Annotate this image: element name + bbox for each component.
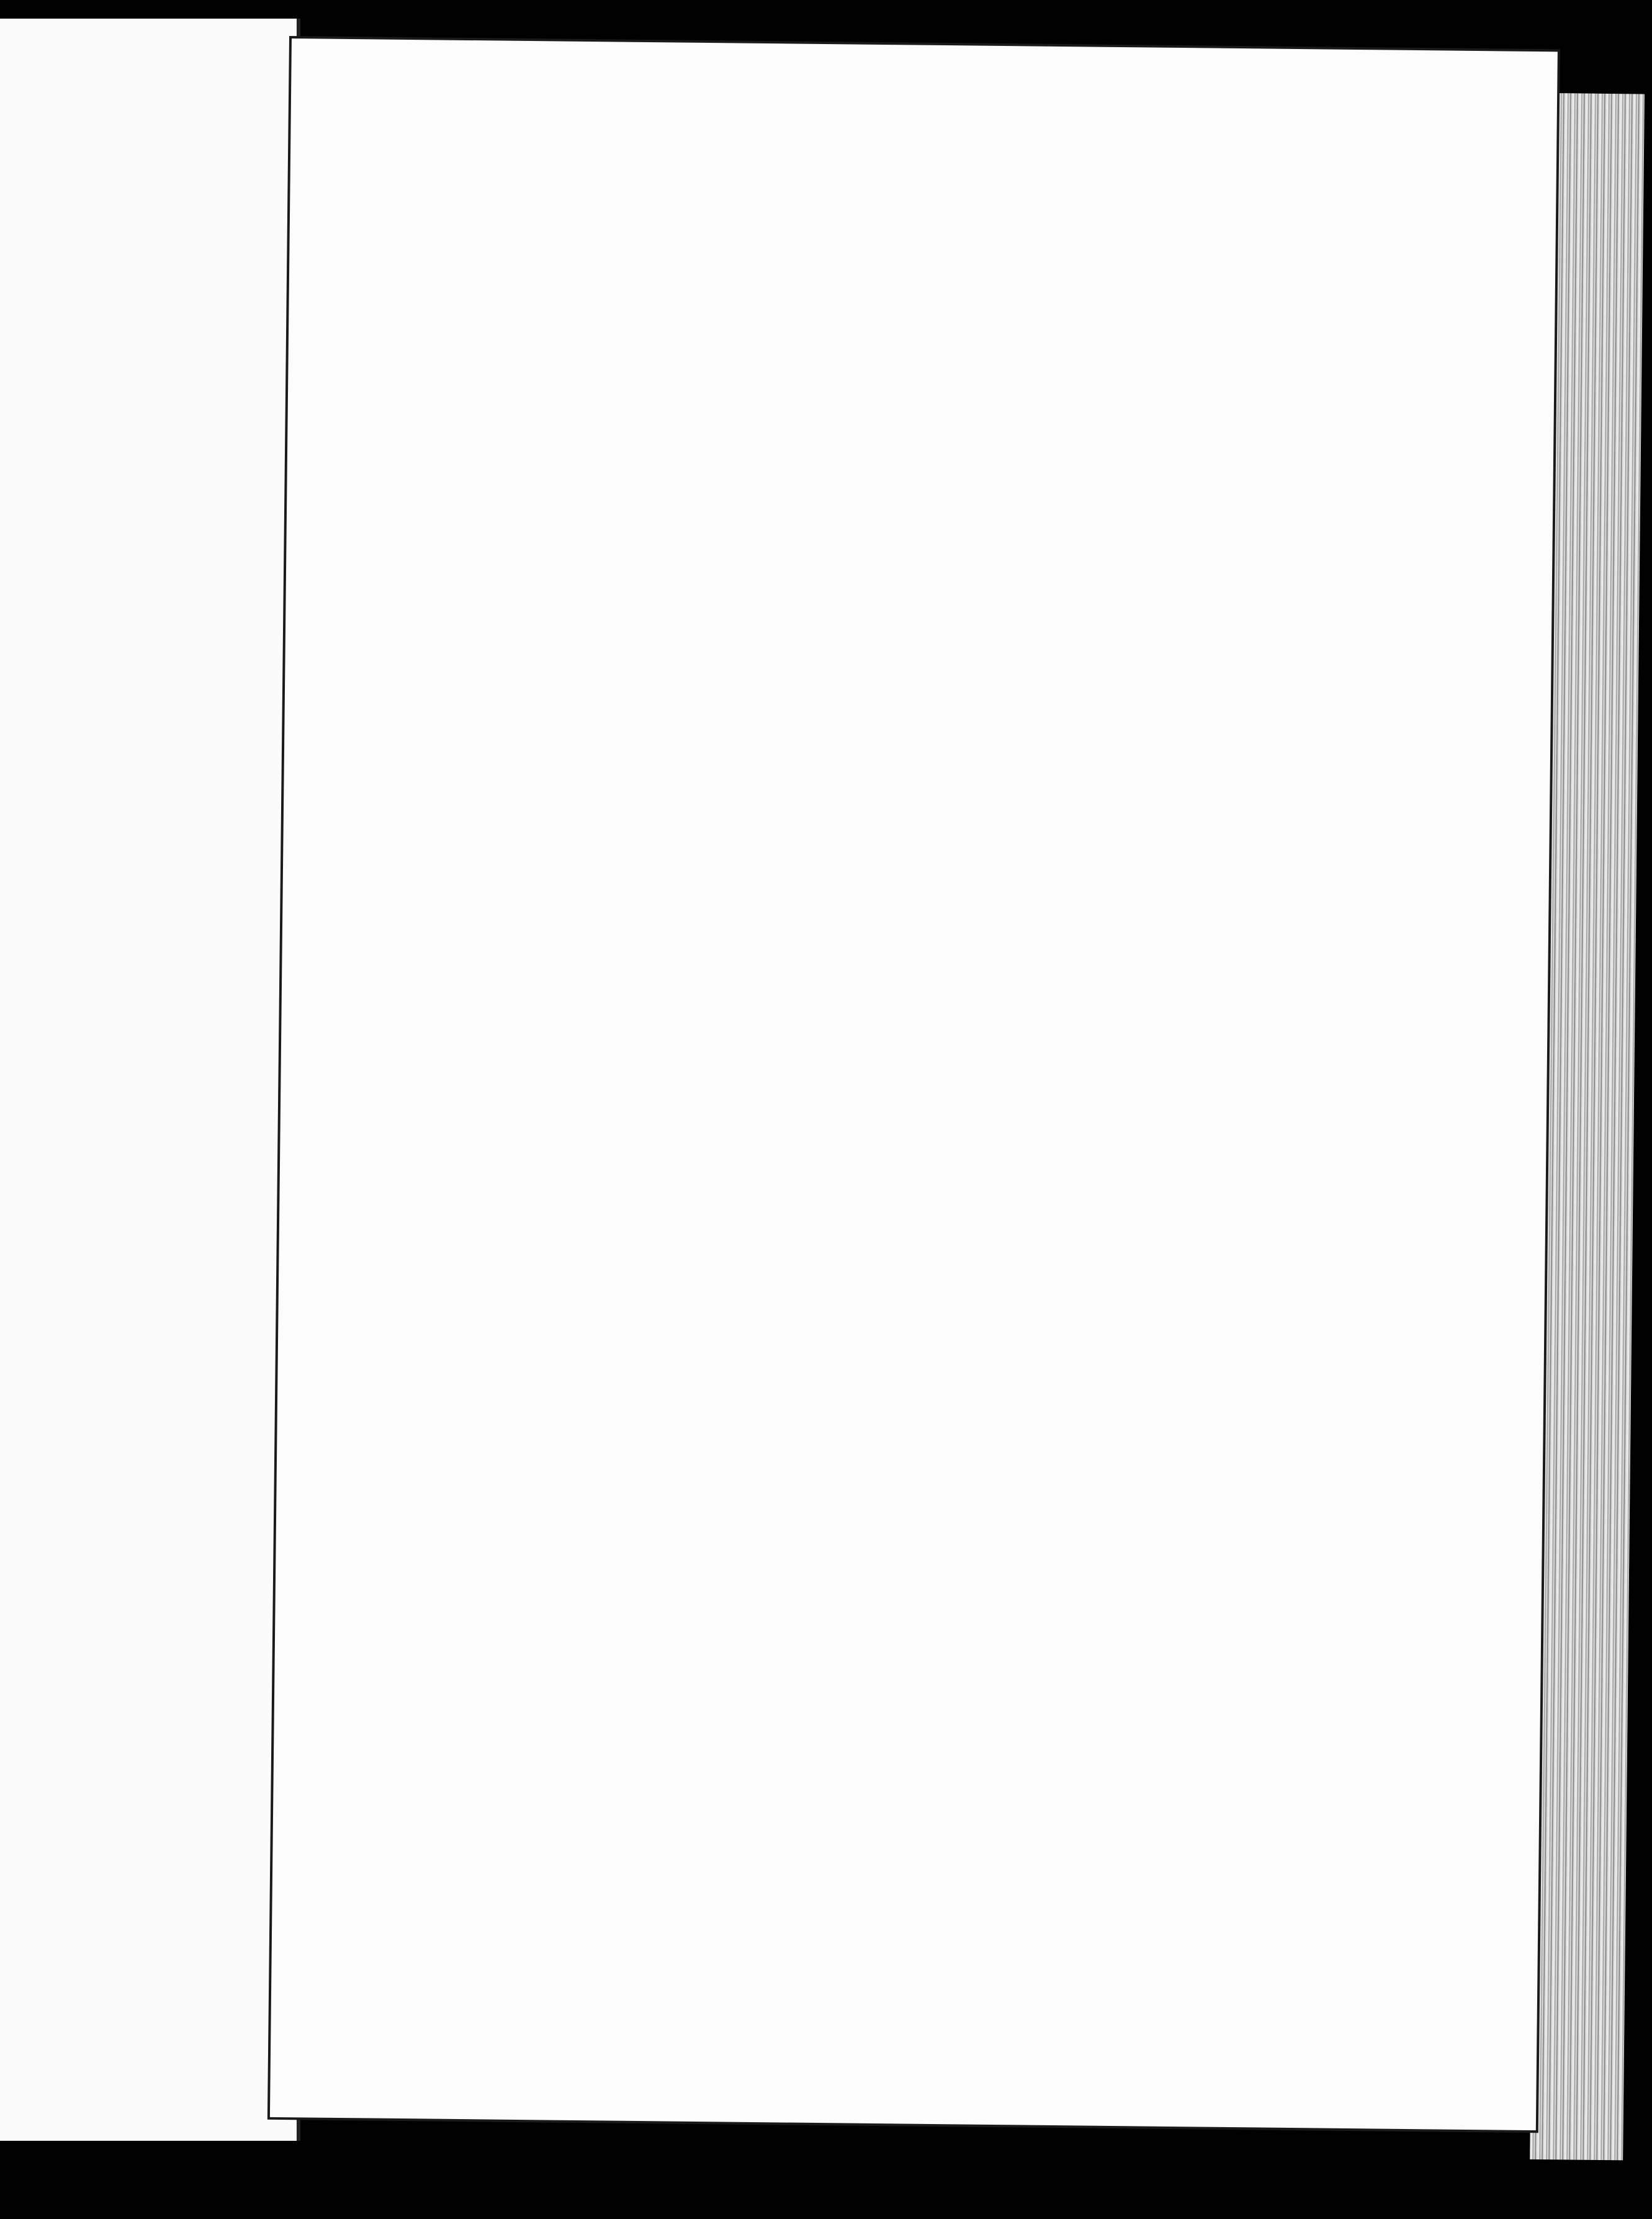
book-page (270, 38, 1558, 2130)
running-head (501, 246, 1432, 256)
left-page-fragment (0, 19, 300, 2141)
body-text (382, 251, 1350, 261)
